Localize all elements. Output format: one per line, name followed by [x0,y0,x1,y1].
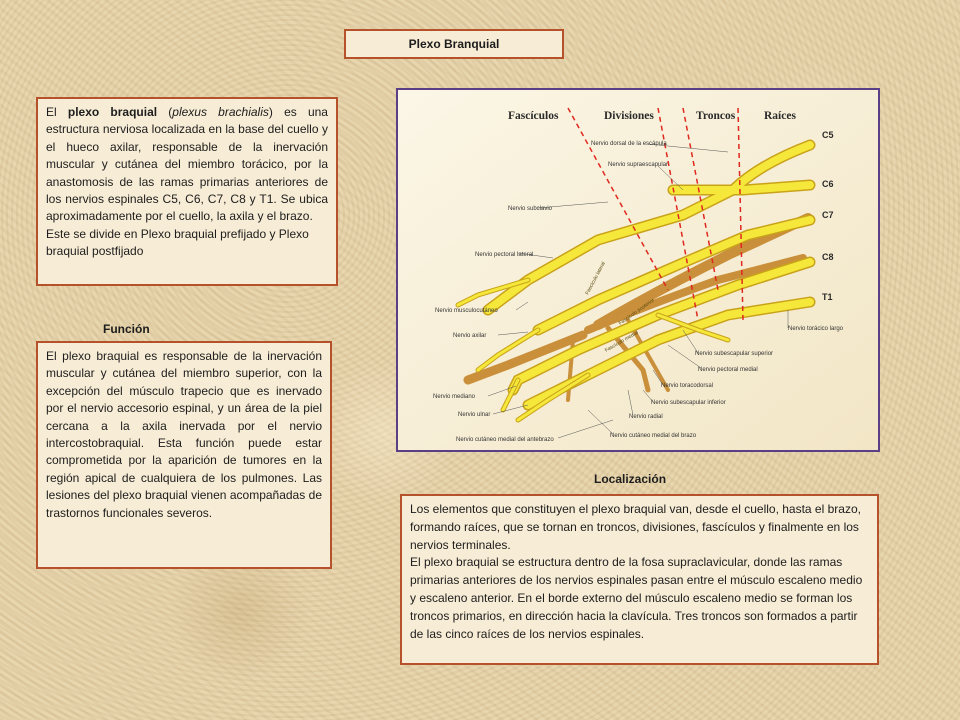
intro-latin-term: plexus brachialis [172,105,269,119]
intro-text-c: ) es una estructura nerviosa localizada en la base del cuello y el hueco axilar, responsable de la inervación muscular y cutánea del miembro torácico, por la anastomosis de las ramas primarias anteriores de los nervios espinales C5, C6, C7, C8 y T1. Se ubica aproximadamente por el cuello, la axila y el brazo. [46,105,328,224]
intro-text-a: El [46,105,68,119]
root-c5: C5 [822,130,834,140]
funcion-heading: Función [103,322,150,336]
intro-text-b: ( [157,105,173,119]
header-raices: Raíces [764,110,796,122]
root-c7: C7 [822,210,834,220]
localizacion-heading: Localización [594,472,667,486]
localizacion-paragraph-2: El plexo braquial se estructura dentro de la fosa supraclavicular, donde las ramas primarias anteriores de los nervios espinales pasan entre el músculo escaleno medio y escaleno anterior. En el borde externo del músculo escaleno medio se forman los troncos primarios, en dirección hacia la clavícula. Tres troncos son formados a partir de las cinco raíces de los nervios espinales. [410,555,863,641]
root-c6: C6 [822,179,834,189]
label-cutaneo-antebrazo: Nervio cutáneo medial del antebrazo [456,437,554,443]
label-pectoral-lateral: Nervio pectoral lateral [475,252,534,258]
label-subclavio: Nervio subclavio [508,206,553,212]
root-t1: T1 [822,292,833,302]
cord-medial-label: Fascículo medial [604,329,640,354]
page-title: Plexo Branquial [408,37,500,51]
label-radial: Nervio radial [629,414,663,420]
brachial-plexus-diagram [396,88,880,452]
label-dorsal-escapula: Nervio dorsal de la escápula [591,141,667,147]
plexus-illustration [398,90,878,450]
label-toracico-largo: Nervio torácico largo [788,326,844,332]
header-troncos: Troncos [696,110,736,122]
funcion-text-box [36,341,332,569]
label-subescapular-superior: Nervio subescapular superior [695,351,774,357]
intro-paragraph-1 [46,104,328,226]
cord-lateral-label: Fascículo lateral [584,260,607,296]
localizacion-paragraph-1: Los elementos que constituyen el plexo braquial van, desde el cuello, hasta el brazo, formando raíces, que se tornan en troncos, divisiones, fascículos y finalmente en los nervios terminales. [410,502,861,552]
localizacion-text-box [400,494,879,665]
cord-posterior-label: Fascículo posterior [617,297,656,327]
intro-text-box [36,97,338,286]
label-ulnar: Nervio ulnar [458,412,491,418]
label-musculocutaneo: Nervio musculocutáneo [435,308,498,314]
funcion-paragraph: El plexo braquial es responsable de la inervación muscular y cutánea del miembro superior, con la excepción del músculo trapecio que es inervado por el nervio accesorio espinal, y un área de la piel cercana a la axila inervada por el nervio intercostobraquial. Esta función puede estar comprometida por la aparición de tumores en la región apical de cualquiera de los pulmones. Las lesiones del plexo braquial vienen acompañadas de trastornos funcionales severos. [46,349,322,520]
label-supraescapular: Nervio supraescapular [608,162,669,168]
page-title-box [344,29,564,59]
root-c8: C8 [822,252,834,262]
intro-bold-term: plexo braquial [67,105,158,119]
label-pectoral-medial: Nervio pectoral medial [698,367,758,373]
header-divisiones: Divisiones [604,110,654,122]
label-mediano: Nervio mediano [433,394,476,400]
label-cutaneo-brazo: Nervio cutáneo medial del brazo [610,433,697,439]
label-subescapular-inferior: Nervio subescapular inferior [651,400,726,406]
intro-paragraph-2: Este se divide en Plexo braquial prefijado y Plexo braquial postfijado [46,226,309,259]
header-fasciculos: Fascículos [508,110,559,122]
label-axilar: Nervio axilar [453,333,487,339]
label-toracodorsal: Nervio toracodorsal [661,383,714,389]
